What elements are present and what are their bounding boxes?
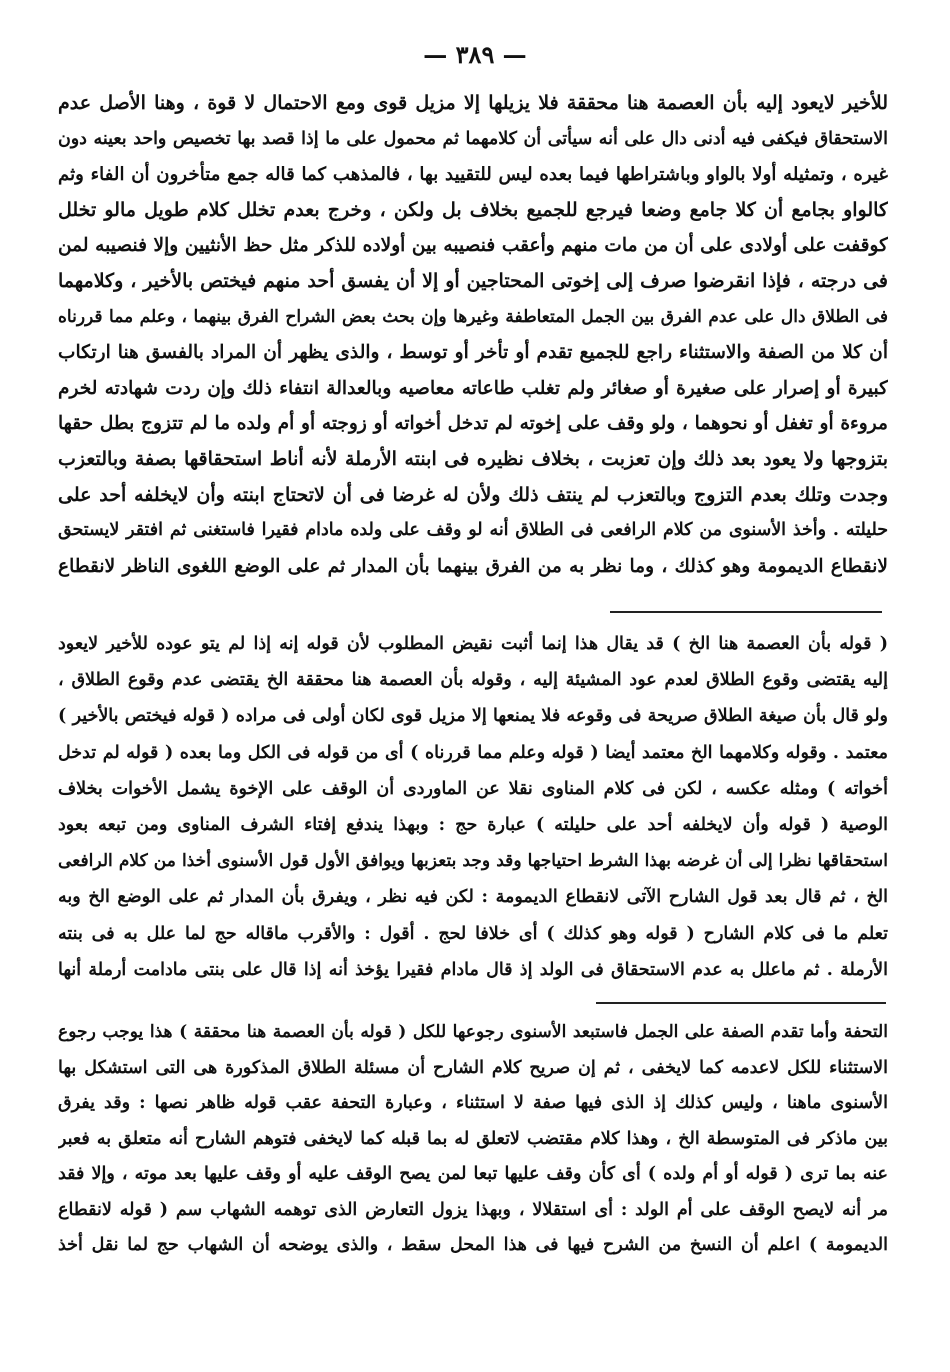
text-line: لانقطاع الديمومة وهو كذلك ، وما نظر به من الفرق بينهما بأن المدار ثم على الوضع اللغوى الناظر لانقطاع [58, 555, 888, 577]
text-line: الأرملة . ثم ماعلل به عدم الاستحقاق فى الولد إذ قال مادام فقيرا يؤخذ أنه إذا قال على بنتى مادامت أرملة أنها [58, 959, 888, 980]
text-line: أن كلا من الصفة والاستثناء راجع للجميع تقدم أو تأخر أو توسط ، والذى يظهر أن المراد بالفسق هنا ارتكاب [58, 342, 888, 364]
text-line: عنه بما ترى ( قوله أو أم ولده ) أى كأن وقف عليها تبعا لمن يصح الوقف عليه أو وقف عليها بعد موته ، وإلا فقد [58, 1164, 888, 1184]
text-line: كوقفت على أولادى على أن من مات منهم وأعقب فنصيبه بين أولاده للذكر مثل حظ الأنثيين وإلا فنصيبه لمن [58, 235, 888, 257]
text-line: بتزوجها ولا يعود بعد ذلك وإن تعزبت ، بخلاف نظيره فى ابنته الأرملة لأنه أناط استحقاقها بصفة وبالتعزب [58, 447, 888, 470]
text-line: وجدت وتلك بعدم التزوج وبالتعزب لم ينتف ذلك ولأن له غرضا فى أن لاتحتاج ابنته وأن لايخلفه أحد على [58, 483, 888, 506]
text-line: بين ماذكر فى المتوسطة الخ ، وهذا كلام مقتضب لاتعلق له بما قبله كما لايخفى فتوهم الشارح أنه متعلق به فعبر [58, 1128, 888, 1149]
text-line: استحقاقها نظرا إلى أن غرضه بهذا الشرط احتياجها وقد وجد بتعزبها ويوافق الأول قول الأسنوى أخذا من كلام الرافعى [58, 851, 888, 872]
text-line: الاستثناء للكل لاعدمه كما لايخفى ، ثم إن صريح كلام الشارح أن مسئلة الطلاق المذكورة هى التى استشكل بها [58, 1057, 888, 1078]
text-line: مروءة أو تغفل أو نحوهما ، ولو وقف على إخوته لم تدخل أخواته أو زوجته أو أم ولده ما لم تتزوج بطل حقها [58, 413, 888, 435]
text-line: الديمومة ) اعلم أن النسخ من الشرح فيها فى هذا المحل سقط ، والذى يوضحه أن الشهاب حج لما نقل أخذ [58, 1235, 888, 1255]
text-line: فى درجته ، فإذا انقرضوا صرف إلى إخوتى المحتاجين أو إلا أن يفسق أحد منهم فيختص بالأخير ، وكلامهما [58, 269, 888, 292]
text-line: ( قوله بأن العصمة هنا الخ ) قد يقال هذا إنما أثبت نقيض المطلوب لأن قوله إنه إذا لم يتو عوده للأخير لايعود [58, 634, 888, 654]
text-line: كبيرة أو إصرار على صغيرة أو صغائر ولم تغلب طاعاته معاصيه وبالعدالة انتفاء ذلك وإن ردت شهادته لخرم [58, 377, 888, 399]
text-line: كالواو بجامع أن كلا جامع وضعا فيرجع للجميع بخلاف بل ولكن ، وخرج بعدم تخلل كلام طويل مالو تخلل [58, 198, 888, 221]
text-line: حليلته . وأخذ الأسنوى من كلام الرافعى فى الطلاق أنه لو وقف على ولده مادام فقيرا فاستغنى ثم افتقر لايستحق [58, 520, 888, 541]
text-line: معتمد . وقوله وكلامهما الخ معتمد أيضا ( قوله وعلم مما قررناه ) أى من قوله فى الكل وما بعده ( قوله لم تدخل [58, 742, 888, 763]
text-line: الاستحقاق فيكفى فيه أدنى دال على أنه سيأتى أن كلامهما ثم محمول على ما إذا قصد بها تخصيص واحد بعينه دون [58, 128, 888, 149]
text-line: التحفة وأما تقدم الصفة على الجمل فاستبعد الأسنوى رجوعها للكل ( قوله بأن العصمة هنا محققة ) هذا يوجب رجوع [58, 1022, 888, 1042]
text-line: أخواته ) ومثله عكسه ، لكن فى كلام المناوى نقلا عن الماوردى أن الوقف على الإخوة يشمل الأخوات بخلاف [58, 778, 888, 799]
commentary-block [58, 626, 888, 988]
text-line: غيره ، وتمثيله أولا بالواو وباشتراطها فيما بعده ليس للتقييد بها ، فالمذهب كما قاله جمع متأخرون أن الفاء وثم [58, 164, 888, 186]
text-line: الوصية ( قوله وأن لايخلفه أحد على حليلته ) عبارة حج : وبهذا يندفع إفتاء الشرف المناوى ومن تبعه بعود [58, 814, 888, 835]
page-number: — ٣٨٩ — [423, 40, 527, 69]
section-divider [596, 1002, 886, 1004]
text-line: تعلم ما فى كلام الشارح ( قوله وهو كذلك ) أى خلافا لحج . أقول : والأقرب ماقاله حج لما علل به فى بنته [58, 923, 888, 944]
text-line: مر أنه لايصح الوقف على أم الولد : أى استقلالا ، وبهذا يزول التعارض الذى توهمه الشهاب سم ( قوله لانقطاع [58, 1199, 888, 1220]
text-line: فى الطلاق دال على عدم الفرق بين الجمل المتعاطفة وغيرها وإن بحث بعض الشراح الفرق بينهما ، وعلم مما قررناه [58, 306, 888, 327]
text-line: الخ ، ثم قال بعد قول الشارح الآتى لانقطاع الديمومة : لكن فيه نظر ، ويفرق بأن المدار ثم على الوضع الخ وبه [58, 887, 888, 908]
gloss-block [58, 1015, 888, 1264]
text-line: الأسنوى ماهنا ، وليس كذلك إذ الذى فيها صفة لا استثناء ، وعبارة التحفة عقب قوله ظاهر نصها : وقد يفرق [58, 1093, 888, 1113]
section-divider [610, 611, 882, 613]
text-line: للأخير لايعود إليه بأن العصمة هنا محققة فلا يزيلها إلا مزيل قوى ومع الاحتمال لا قوة ، وهنا الأصل عدم [58, 92, 888, 114]
text-line: إليه يقتضى وقوع الطلاق لعدم عود المشيئة إليه ، وقوله بأن العصمة هنا محققة الخ يقتضى عدم وقوع الطلاق ، [58, 670, 888, 691]
text-line: ولو قال بأن صيغة الطلاق صريحة فى وقوعه فلا يمنعها إلا مزيل قوى لكان أولى فى مراده ( قوله فيختص بالأخير ) [58, 706, 888, 727]
main-text-block [58, 86, 888, 584]
